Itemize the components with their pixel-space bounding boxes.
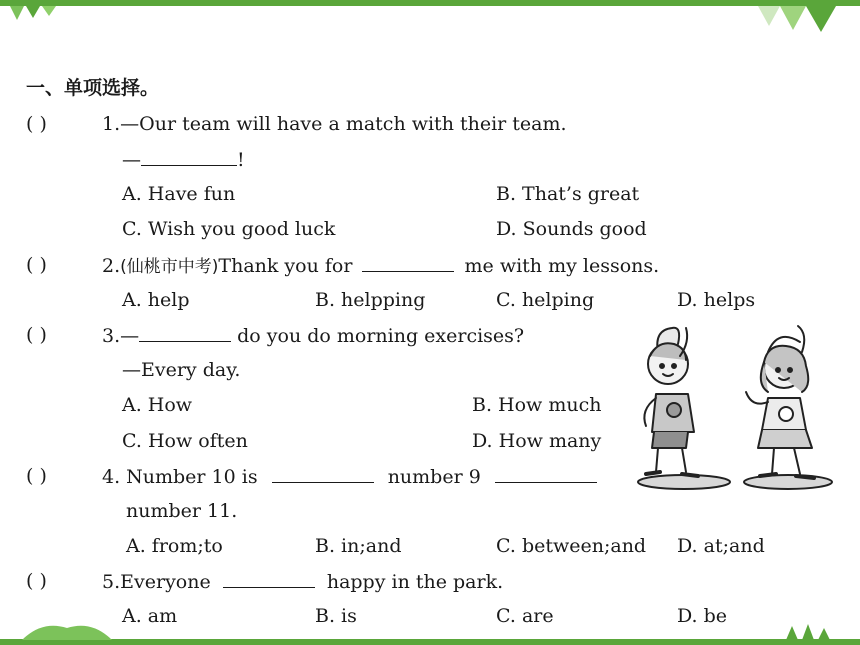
kids-exercising-illustration (628, 322, 840, 494)
option-c[interactable]: C. helping (496, 289, 595, 311)
answer-blank[interactable] (495, 464, 597, 483)
option-b[interactable]: B. in;and (315, 535, 402, 557)
question-number: 2. (102, 255, 121, 277)
answer-blank[interactable] (362, 253, 454, 272)
question-text-end: do you do morning exercises? (237, 325, 525, 347)
option-d[interactable]: D. How many (472, 430, 602, 452)
option-a[interactable]: A. How (122, 394, 193, 416)
option-a[interactable]: A. help (122, 289, 190, 311)
bottom-border (0, 639, 860, 645)
question-1-reply (122, 147, 245, 172)
question-text: Everyone (120, 571, 211, 593)
bottom-right-plant-decoration (776, 622, 836, 640)
option-b[interactable]: B. How much (472, 394, 602, 416)
top-left-leaf-decoration (0, 0, 70, 24)
question-text-end: happy in the park. (326, 571, 504, 593)
section-title: 一、单项选择。 (26, 77, 160, 99)
reply-dash: — (122, 149, 141, 171)
question-4-stem (102, 464, 597, 489)
answer-paren[interactable]: ( ) (26, 465, 47, 487)
question-text-end: me with my lessons. (464, 255, 660, 277)
question-text: —Our team will have a match with their team. (120, 113, 567, 135)
question-text-mid: number 9 (387, 466, 481, 488)
option-b[interactable]: B. is (315, 605, 357, 627)
question-number: 3. (102, 325, 121, 347)
question-number: 4. (102, 466, 121, 488)
question-number: 1. (102, 113, 121, 135)
reply-end: ! (237, 149, 245, 171)
answer-paren[interactable]: ( ) (26, 324, 47, 346)
question-dash: — (120, 325, 140, 347)
question-1-stem (102, 112, 567, 136)
option-b[interactable]: B. helpping (315, 289, 426, 311)
question-5-stem (102, 569, 503, 594)
option-a[interactable]: A. from;to (126, 535, 223, 557)
question-3-reply: —Every day. (122, 359, 241, 381)
top-right-leaf-decoration (750, 0, 850, 34)
question-3-stem (102, 323, 524, 348)
question-source: (仙桃市中考) (120, 257, 219, 277)
question-number: 5. (102, 571, 121, 593)
answer-blank[interactable] (139, 323, 231, 342)
answer-blank[interactable] (272, 464, 374, 483)
answer-paren[interactable]: ( ) (26, 254, 47, 276)
option-d[interactable]: D. be (677, 605, 728, 627)
top-border (0, 0, 860, 6)
question-2-stem (102, 253, 659, 279)
question-text: Thank you for (218, 255, 353, 277)
option-c[interactable]: C. How often (122, 430, 248, 452)
option-a[interactable]: A. Have fun (122, 183, 236, 205)
option-d[interactable]: D. at;and (677, 535, 765, 557)
answer-blank[interactable] (141, 147, 237, 166)
question-text: Number 10 is (126, 466, 258, 488)
option-c[interactable]: C. are (496, 605, 554, 627)
option-d[interactable]: D. helps (677, 289, 756, 311)
bottom-left-grass-decoration (22, 618, 112, 640)
option-c[interactable]: C. Wish you good luck (122, 218, 336, 240)
answer-paren[interactable]: ( ) (26, 113, 47, 135)
answer-blank[interactable] (223, 569, 315, 588)
option-c[interactable]: C. between;and (496, 535, 647, 557)
answer-paren[interactable]: ( ) (26, 570, 47, 592)
question-4-continuation: number 11. (126, 500, 238, 522)
option-a[interactable]: A. am (122, 605, 178, 627)
option-b[interactable]: B. That’s great (496, 183, 640, 205)
option-d[interactable]: D. Sounds good (496, 218, 647, 240)
